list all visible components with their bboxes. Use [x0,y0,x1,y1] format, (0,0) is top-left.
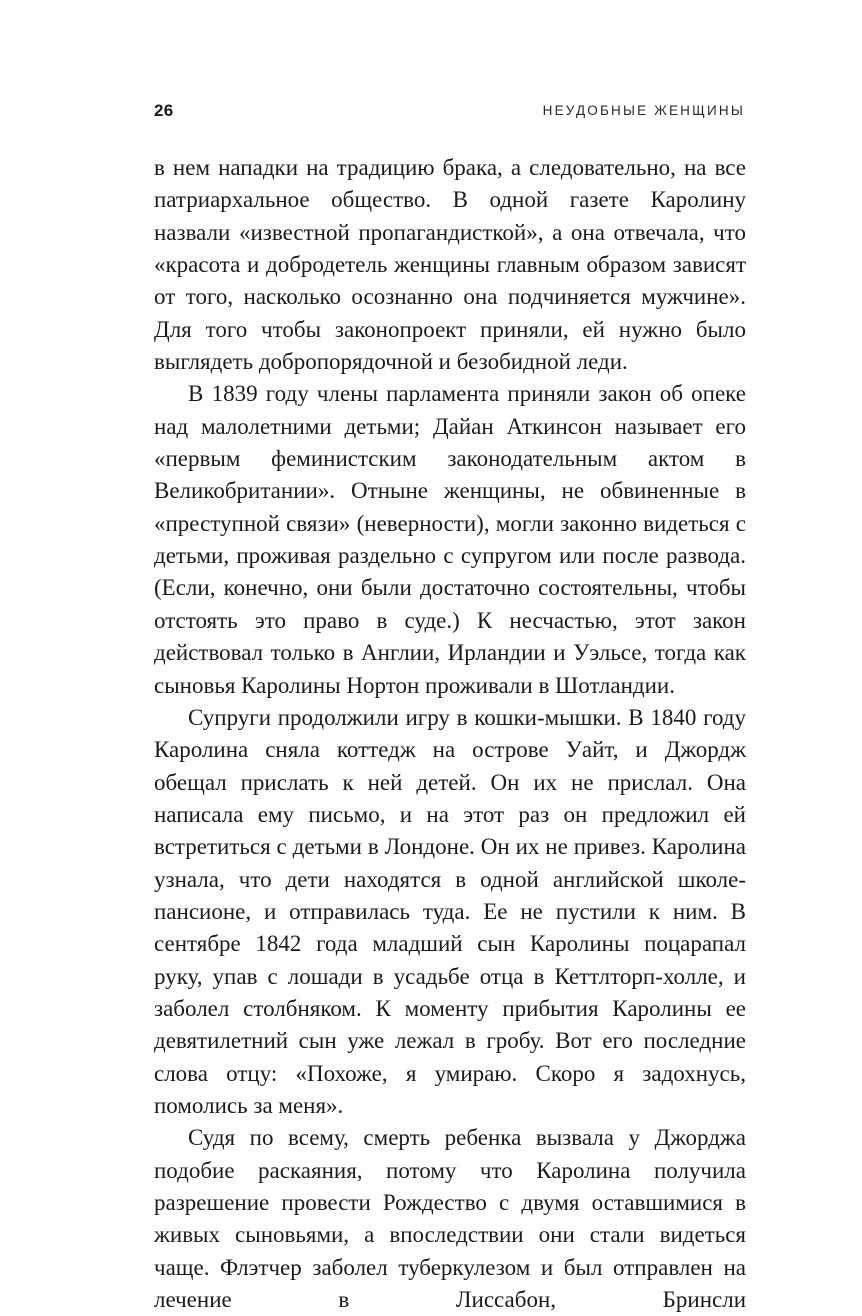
running-title: НЕУДОБНЫЕ ЖЕНЩИНЫ [542,103,745,118]
paragraph-1839-law: В 1839 году члены парламента приняли закон об опеке над малолетними детьми; Дайан Аткинсон называет его «первым феминистским законодательным актом в Великобритании». Отныне женщины, не обвиненные в «преступной связи» (неверности), могли законно видеться с детьми, проживая раздельно с супругом или после развода. (Если, конечно, они были достаточно состоятельны, чтобы отстоять это право в суде.) К несчастью, этот закон действовал только в Англии, Ирландии и Уэльсе, тогда как сыновья Каролины Нортон проживали в Шотландии. [154,381,746,698]
body-text [154,152,746,1316]
paragraph-continued: в нем нападки на традицию брака, а следовательно, на все патриархальное общество. В одной газете Каролину назвали «известной пропагандисткой», а она отвечала, что «красота и добродетель женщины главным образом зависят от того, насколько осознанно она подчиняется мужчине». Для того чтобы законопроект приняли, ей нужно было выглядеть добропорядочной и безобидной леди. [154,155,746,375]
paragraph-cat-and-mouse: Супруги продолжили игру в кошки-мышки. В 1840 году Каролина сняла коттедж на острове Уайт, и Джордж обещал прислать к ней детей. Он их не прислал. Она написала ему письмо, и на этот раз он предложил ей встретиться с детьми в Лондоне. Он их не привез. Каролина узнала, что дети находятся в одной английской школе-пансионе, и отправилась туда. Ее не пустили к ним. В сентябре 1842 года младший сын Каролины поцарапал руку, упав с лошади в усадьбе отца в Кеттлторп-холле, и заболел столбняком. К моменту прибытия Каролины ее девятилетний сын уже лежал в гробу. Вот его последние слова отцу: «Похоже, я умираю. Скоро я задохнусь, помолись за меня». [154,704,746,1118]
page-number: 26 [154,101,174,120]
paragraph-remorse: Судя по всему, смерть ребенка вызвала у Джорджа подобие раскаяния, потому что Каролина получила разрешение провести Рождество с двумя оставшимися в живых сыновьями, а впоследствии они стали видеться чаще. Флэтчер заболел туберкулезом и был отправлен на лечение в Лиссабон, Бринсли [154,1125,746,1313]
